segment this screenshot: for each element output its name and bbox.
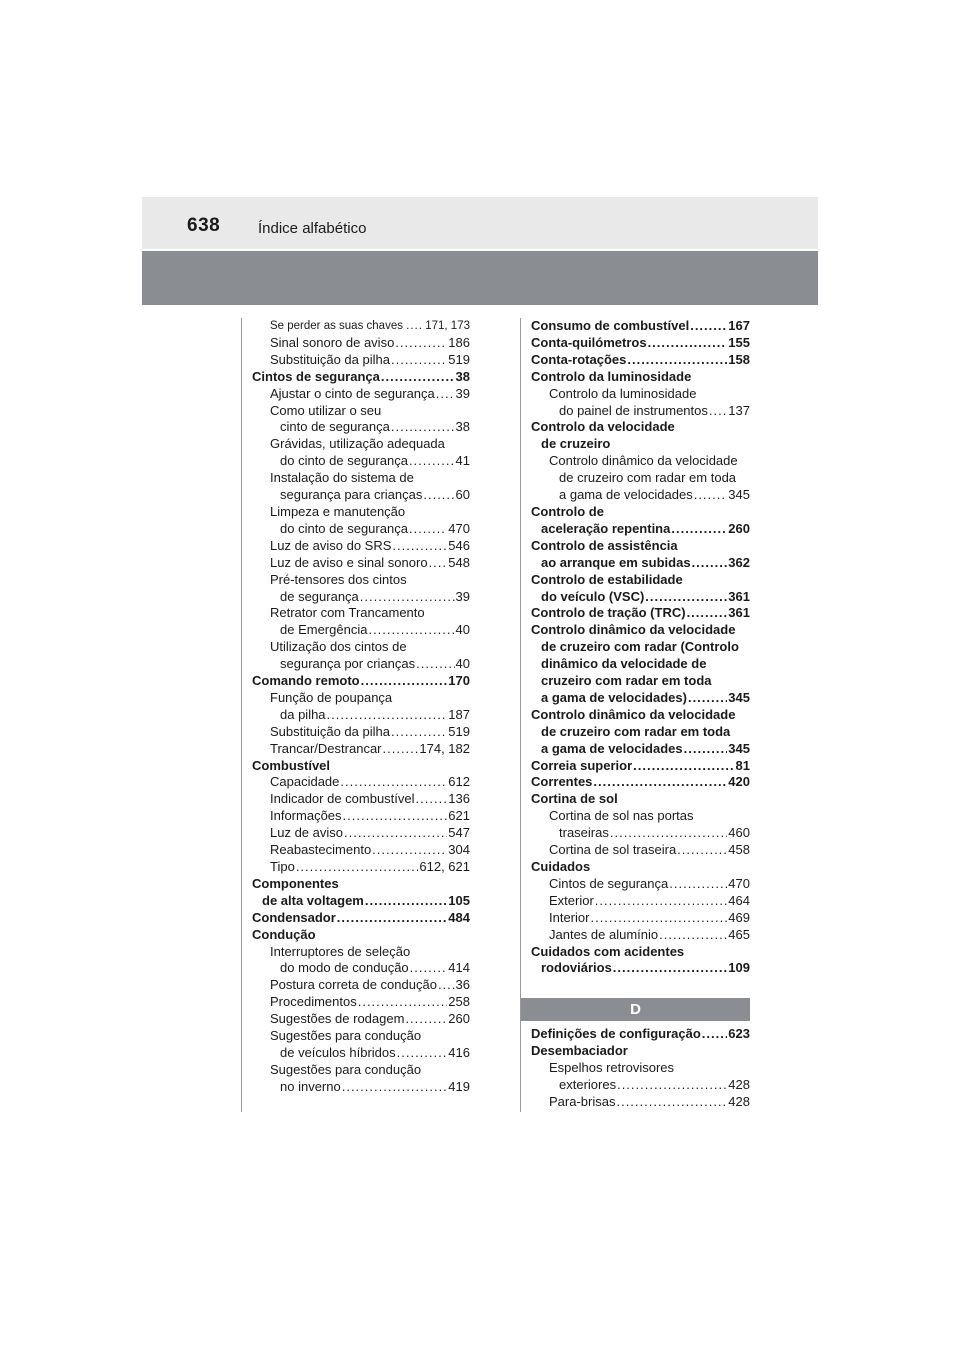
index-entry: de cruzeiro [541, 436, 611, 452]
dot-leader [677, 842, 727, 859]
dot-leader [694, 487, 728, 504]
index-entry [531, 352, 750, 369]
index-entry-text: Jantes de alumínio [549, 926, 659, 942]
index-entry-text: Cortina de sol traseira [549, 842, 677, 858]
index-entry [252, 707, 470, 724]
index-entry [531, 1077, 750, 1094]
index-entry-page: 136 [448, 791, 470, 807]
index-entry-text: traseiras [559, 825, 609, 841]
index-entry: Componentes [252, 875, 339, 891]
index-entry [252, 977, 470, 994]
index-entry: Controlo da velocidade [531, 419, 675, 435]
index-entry-text: no inverno [280, 1078, 341, 1094]
index-entry: Combustível [252, 757, 331, 773]
index-entry-page: 60 [455, 487, 470, 503]
index-entry [531, 487, 750, 504]
dot-leader [368, 622, 454, 639]
dot-leader [410, 960, 448, 977]
index-entry: Controlo de assistência [531, 537, 678, 553]
index-entry-page: 470 [448, 520, 470, 536]
index-entry [252, 538, 470, 555]
dot-leader [595, 893, 728, 910]
index-entry [252, 622, 470, 639]
index-entry-page: 414 [448, 960, 470, 976]
index-entry [252, 741, 470, 758]
index-entry: Sugestões para condução [270, 1028, 422, 1044]
dot-leader [688, 690, 727, 707]
index-entry [252, 791, 470, 808]
dot-leader [392, 538, 447, 555]
index-column-right [531, 318, 750, 977]
index-entry-page: 38 [455, 419, 470, 435]
index-entry-text: Consumo de combustível [531, 318, 690, 333]
index-entry-text: de veículos híbridos [280, 1044, 396, 1060]
index-entry: Cuidados com acidentes [531, 943, 685, 959]
index-entry [531, 741, 750, 758]
index-entry-text: Controlo de tração (TRC) [531, 605, 686, 621]
index-entry [531, 876, 750, 893]
dot-leader [395, 335, 447, 352]
dot-leader [340, 774, 447, 791]
index-entry: cruzeiro com radar em toda [541, 673, 712, 689]
index-entry [531, 927, 750, 944]
index-entry [252, 555, 470, 572]
index-entry-text: Reabastecimento [270, 842, 372, 858]
index-entry-text: a gama de velocidades [541, 740, 683, 756]
index-entry-text: Tipo [270, 859, 295, 874]
index-entry: Controlo da luminosidade [531, 368, 692, 384]
index-entry: Utilização dos cintos de [270, 639, 407, 655]
index-entry-page: 621 [448, 808, 470, 824]
dot-leader [391, 419, 455, 436]
dot-leader [381, 369, 455, 386]
index-entry-page: 40 [455, 656, 470, 672]
index-entry-page: 519 [448, 723, 470, 739]
index-entry: de cruzeiro com radar em toda [541, 723, 731, 739]
dot-leader [684, 741, 728, 758]
index-entry-page: 105 [448, 892, 470, 908]
index-entry [252, 893, 470, 910]
section-title: Índice alfabético [258, 220, 367, 237]
header-band [142, 197, 818, 249]
index-entry [252, 808, 470, 825]
index-entry [531, 842, 750, 859]
index-entry-text: do modo de condução [280, 960, 409, 976]
index-entry [252, 589, 470, 606]
index-entry-text: Definições de configuração [531, 1026, 701, 1041]
index-entry [531, 960, 750, 977]
index-entry-page: 171, 173 [425, 320, 470, 332]
dot-leader [361, 673, 448, 690]
index-entry-text: do cinto de segurança [280, 520, 408, 536]
index-entry-text: exteriores [559, 1076, 617, 1092]
index-entry-text: do painel de instrumentos [559, 402, 708, 418]
index-entry-text: Exterior [549, 892, 594, 908]
index-entry-page: 465 [728, 926, 750, 942]
dot-leader [391, 724, 447, 741]
index-entry: Cortina de sol nas portas [549, 808, 694, 824]
index-entry-page: 39 [455, 385, 470, 401]
index-entry: Espelhos retrovisores [549, 1059, 674, 1075]
index-entry-page: 546 [448, 537, 470, 553]
index-entry-page: 612 [448, 774, 470, 790]
index-entry-text: segurança por crianças [280, 656, 416, 672]
index-entry: Função de poupança [270, 689, 393, 705]
index-entry-page: 174, 182 [419, 740, 470, 756]
index-entry-page: 362 [728, 554, 750, 570]
index-entry-text: Luz de aviso do SRS [270, 537, 392, 553]
index-entry [531, 690, 750, 707]
index-entry-text: segurança para crianças [280, 487, 423, 503]
index-entry-text: Correia superior [531, 757, 633, 773]
index-entry [252, 487, 470, 504]
dot-leader [702, 1026, 728, 1043]
index-entry-page: 186 [448, 334, 470, 350]
index-entry [252, 656, 470, 673]
index-entry [531, 910, 750, 927]
index-entry-text: ao arranque em subidas [541, 554, 691, 570]
index-entry: Controlo da luminosidade [549, 385, 697, 401]
index-entry-text: Luz de aviso [270, 825, 343, 841]
dot-leader [610, 825, 727, 842]
dot-leader [671, 521, 727, 538]
index-entry-page: 39 [455, 588, 470, 604]
index-entry: Controlo dinâmico da velocidade [531, 622, 736, 638]
index-entry [531, 758, 750, 775]
index-entry-page: 304 [448, 842, 470, 858]
index-entry: Cortina de sol [531, 791, 618, 807]
index-entry: Condução [252, 926, 316, 942]
dot-leader [365, 893, 447, 910]
index-entry-page: 258 [448, 994, 470, 1010]
index-entry-text: cinto de segurança [280, 419, 390, 435]
dot-leader [429, 555, 448, 572]
index-entry-text: Procedimentos [270, 994, 357, 1010]
dot-leader [613, 960, 728, 977]
dot-leader [358, 994, 448, 1011]
index-entry-text: Substituição da pilha [270, 351, 390, 367]
dot-leader [645, 589, 727, 606]
index-entry [252, 825, 470, 842]
index-entry: Como utilizar o seu [270, 402, 382, 418]
index-entry-text: Sinal sonoro de aviso [270, 334, 395, 350]
letter-section-header: D [521, 998, 750, 1021]
dot-leader [648, 335, 728, 352]
index-column-right-d [531, 1026, 750, 1111]
index-entry-page: 547 [448, 825, 470, 841]
index-entry-text: aceleração repentina [541, 520, 671, 536]
dot-leader [616, 1094, 727, 1111]
index-entry-page: 361 [728, 605, 750, 621]
index-entry-page: 40 [455, 622, 470, 638]
index-entry [252, 386, 470, 403]
index-entry [252, 1011, 470, 1028]
index-entry-page: 428 [728, 1093, 750, 1109]
index-entry [252, 994, 470, 1011]
index-entry-text: Luz de aviso e sinal sonoro [270, 554, 428, 570]
index-entry: Cuidados [531, 859, 591, 874]
dot-leader [590, 910, 727, 927]
index-entry-page: 167 [728, 318, 750, 333]
index-entry-page: 345 [728, 740, 750, 756]
dot-leader [337, 910, 448, 927]
dot-leader [409, 453, 455, 470]
index-entry-text: a gama de velocidades) [541, 689, 687, 705]
index-entry-text: Capacidade [270, 774, 340, 790]
dot-leader [409, 521, 447, 538]
index-entry [252, 1045, 470, 1062]
index-entry: Controlo de [531, 503, 604, 519]
index-entry [531, 605, 750, 622]
header-dark-band [142, 251, 818, 305]
index-entry-text: da pilha [280, 706, 326, 722]
index-entry [252, 910, 470, 927]
right-column-rule [520, 318, 521, 1112]
index-entry: Desembaciador [531, 1042, 628, 1058]
index-entry [252, 842, 470, 859]
index-entry [531, 318, 750, 335]
dot-leader [391, 352, 447, 369]
index-entry [252, 352, 470, 369]
dot-leader [372, 842, 447, 859]
index-entry: Limpeza e manutenção [270, 503, 406, 519]
index-entry-text: Sugestões de rodagem [270, 1011, 405, 1027]
index-entry-page: 470 [728, 875, 750, 891]
index-entry-text: Cintos de segurança [252, 368, 380, 384]
page-number: 638 [187, 215, 221, 236]
index-entry [252, 673, 470, 690]
index-entry-page: 345 [728, 487, 750, 503]
index-entry-page: 36 [455, 977, 470, 993]
index-entry-page: 260 [448, 1011, 470, 1027]
index-entry-text: de segurança [280, 588, 359, 604]
index-entry-text: Correntes [531, 774, 593, 790]
dot-leader [659, 927, 727, 944]
dot-leader [296, 859, 419, 876]
dot-leader [360, 589, 455, 606]
dot-leader [438, 977, 455, 994]
index-entry [252, 960, 470, 977]
index-entry-page: 170 [448, 673, 470, 689]
dot-leader [709, 403, 727, 420]
dot-leader [423, 487, 454, 504]
index-entry: Controlo de estabilidade [531, 571, 683, 587]
index-entry-page: 458 [728, 842, 750, 858]
dot-leader [342, 1079, 448, 1096]
index-entry [252, 1079, 470, 1096]
index-entry [531, 589, 750, 606]
index-entry-text: Conta-rotações [531, 351, 627, 367]
index-entry-page: 81 [735, 757, 750, 773]
index-entry [531, 403, 750, 420]
index-entry-page: 187 [448, 706, 470, 722]
index-column-left [252, 318, 470, 1096]
index-entry-text: Comando remoto [252, 673, 360, 689]
index-entry-text: Condensador [252, 909, 336, 925]
dot-leader [410, 318, 424, 335]
index-entry [531, 335, 750, 352]
index-entry-text: do cinto de segurança [280, 453, 408, 469]
index-entry-text: Trancar/Destrancar [270, 740, 382, 756]
index-entry-text: do veículo (VSC) [541, 588, 645, 604]
index-entry [531, 1026, 750, 1043]
index-entry-text: Interior [549, 909, 590, 925]
index-entry-page: 623 [728, 1026, 750, 1041]
dot-leader [327, 707, 448, 724]
dot-leader [692, 555, 728, 572]
index-entry: Retrator com Trancamento [270, 605, 425, 621]
index-entry-text: de alta voltagem [262, 892, 364, 908]
index-entry-text: Indicador de combustível [270, 791, 415, 807]
index-entry [252, 369, 470, 386]
index-entry-text: a gama de velocidades [559, 487, 693, 503]
index-entry: Pré-tensores dos cintos [270, 571, 407, 587]
index-entry-page: 137 [728, 402, 750, 418]
index-entry-page: 158 [728, 351, 750, 367]
index-entry-page: 548 [448, 554, 470, 570]
index-entry [531, 825, 750, 842]
index-entry [531, 555, 750, 572]
index-entry [252, 859, 470, 876]
dot-leader [627, 352, 727, 369]
index-entry-page: 460 [728, 825, 750, 841]
index-entry [531, 1094, 750, 1111]
index-entry [252, 419, 470, 436]
dot-leader [593, 774, 727, 791]
index-entry: Sugestões para condução [270, 1061, 422, 1077]
dot-leader [416, 791, 448, 808]
index-entry [252, 453, 470, 470]
index-entry-page: 484 [448, 909, 470, 925]
index-entry [252, 335, 470, 352]
dot-leader [416, 656, 454, 673]
index-entry-page: 420 [728, 774, 750, 790]
index-entry-text: Ajustar o cinto de segurança [270, 385, 435, 401]
index-entry: Grávidas, utilização adequada [270, 436, 445, 452]
dot-leader [343, 808, 448, 825]
dot-leader [687, 605, 728, 622]
index-entry-page: 428 [728, 1076, 750, 1092]
index-entry: dinâmico da velocidade de [541, 656, 707, 672]
left-column-rule [241, 318, 242, 1112]
index-entry [252, 521, 470, 538]
index-entry-text: Substituição da pilha [270, 723, 390, 739]
index-entry-page: 109 [728, 960, 750, 976]
dot-leader [436, 386, 455, 403]
index-entry-text: Cintos de segurança [549, 875, 669, 891]
index-entry-page: 419 [448, 1078, 470, 1094]
index-entry-text: Informações [270, 808, 342, 824]
dot-leader [405, 1011, 447, 1028]
index-entry: Controlo dinâmico da velocidade [531, 706, 736, 722]
index-entry-page: 612, 621 [419, 859, 470, 874]
dot-leader [383, 741, 419, 758]
index-entry-page: 41 [455, 453, 470, 469]
index-entry-page: 345 [728, 689, 750, 705]
dot-leader [344, 825, 447, 842]
index-entry [252, 318, 470, 335]
dot-leader [633, 758, 734, 775]
index-entry-page: 464 [728, 892, 750, 908]
index-entry-page: 519 [448, 351, 470, 367]
index-entry-text: rodoviários [541, 960, 612, 976]
index-entry [531, 521, 750, 538]
index-entry [252, 774, 470, 791]
dot-leader [397, 1045, 448, 1062]
index-entry: Interruptores de seleção [270, 943, 411, 959]
dot-leader [669, 876, 727, 893]
index-entry-page: 38 [455, 368, 470, 384]
index-entry: de cruzeiro com radar (Controlo [541, 639, 739, 655]
index-entry-text: Se perder as suas chaves . [270, 320, 410, 332]
index-entry-page: 361 [728, 588, 750, 604]
index-entry-page: 416 [448, 1044, 470, 1060]
dot-leader [617, 1077, 727, 1094]
index-entry [252, 724, 470, 741]
index-entry: Controlo dinâmico da velocidade [549, 453, 738, 469]
index-entry-page: 469 [728, 909, 750, 925]
index-entry: de cruzeiro com radar em toda [559, 470, 737, 486]
index-entry [531, 893, 750, 910]
dot-leader [690, 318, 727, 335]
index-entry-text: Para-brisas [549, 1093, 616, 1109]
index-entry-text: de Emergência [280, 622, 368, 638]
index-entry: Instalação do sistema de [270, 470, 414, 486]
index-entry-page: 155 [728, 334, 750, 350]
index-entry [531, 774, 750, 791]
index-entry-text: Postura correta de condução [270, 977, 437, 993]
index-entry-page: 260 [728, 520, 750, 536]
index-entry-text: Conta-quilómetros [531, 334, 647, 350]
